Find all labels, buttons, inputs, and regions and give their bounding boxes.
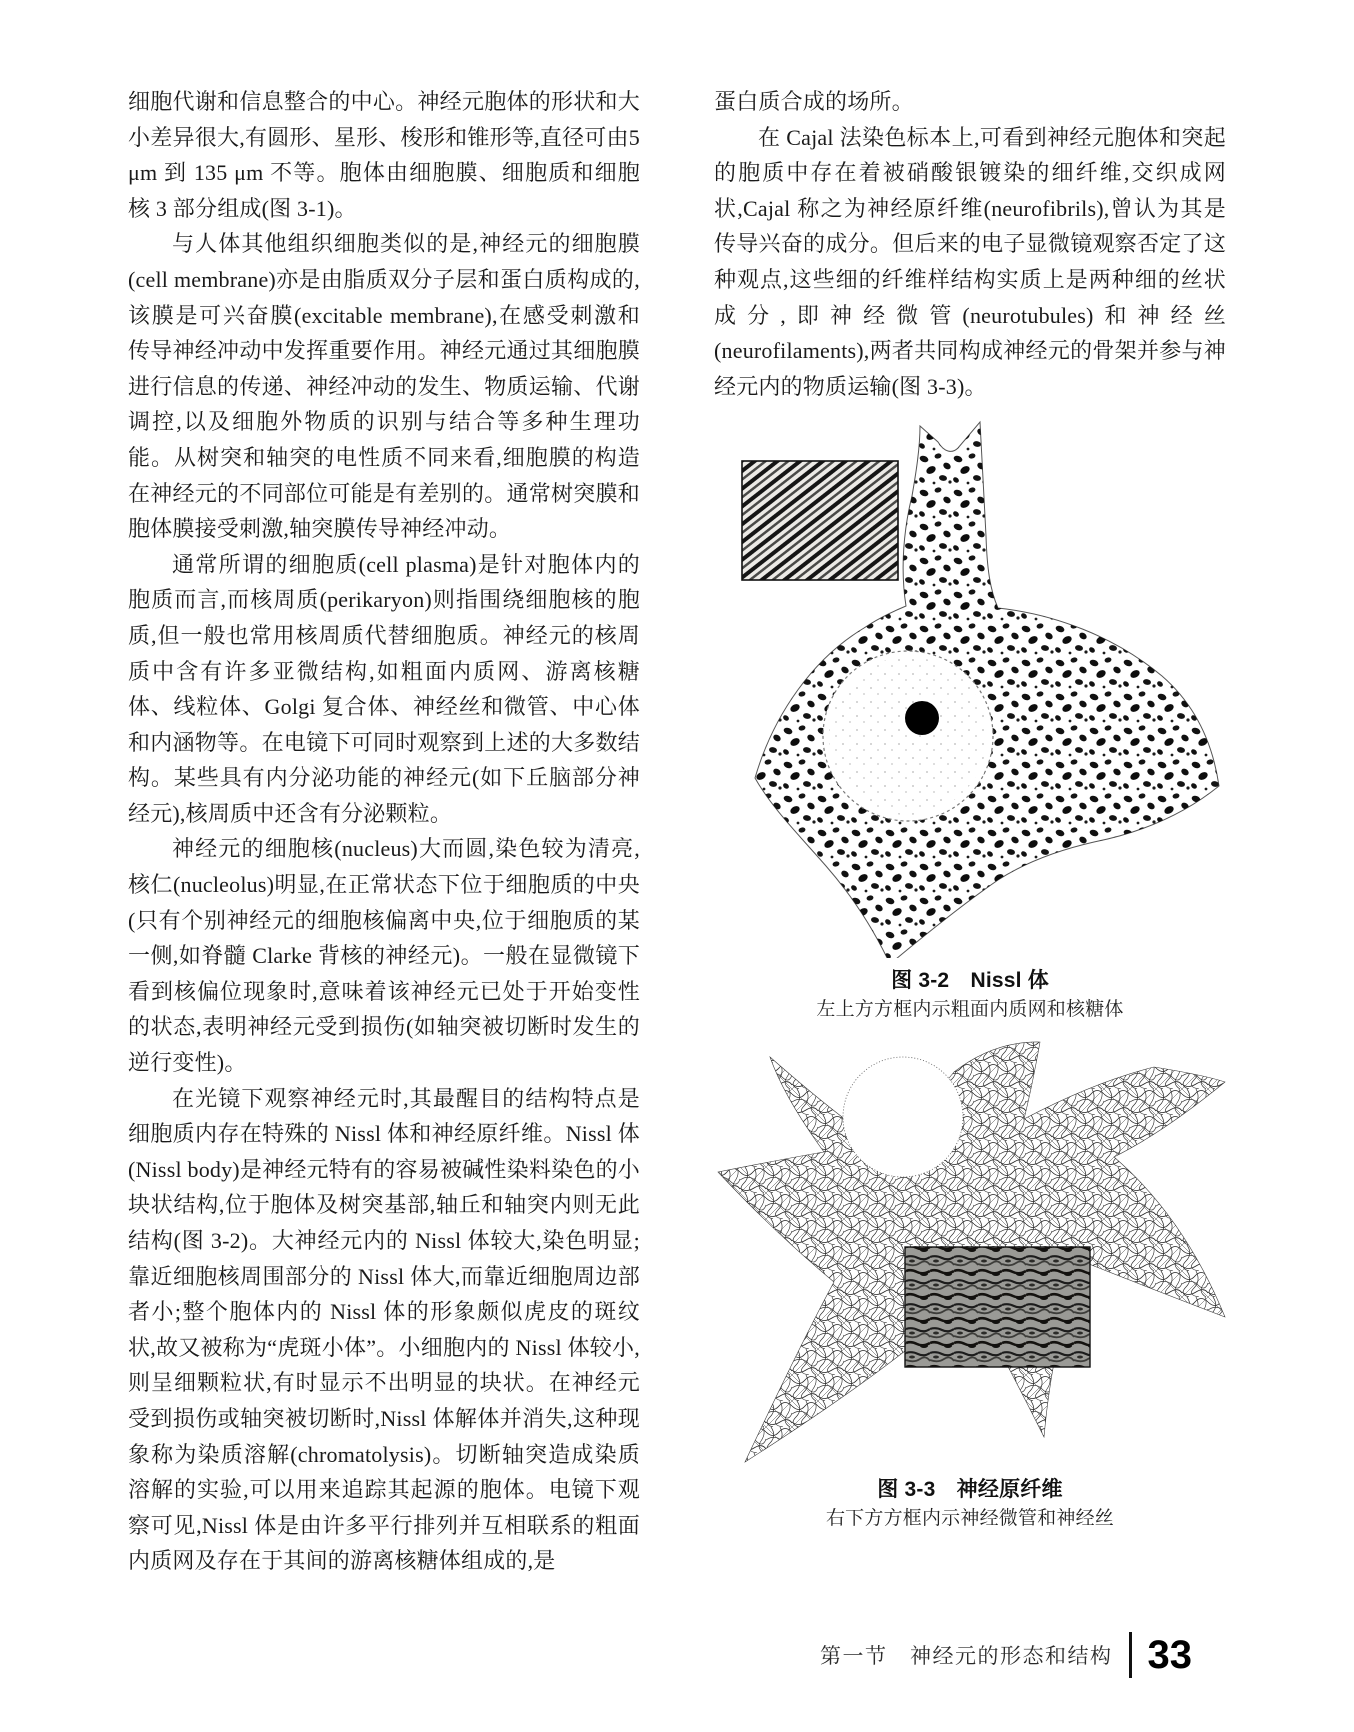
page-number: 33: [1147, 1633, 1192, 1677]
neurofibril-figure-image: [714, 1037, 1226, 1467]
figure-3-2-note: 左上方方框内示粗面内质网和核糖体: [816, 999, 1124, 1021]
paragraph: 与人体其他组织细胞类似的是,神经元的细胞膜(cell membrane)亦是由脂质双分子层和蛋白质构成的,该膜是可兴奋膜(excitable membrane),在感受刺激和传导神经冲动中发挥重要作用。神经元通过其细胞膜进行信息的传递、神经冲动的发生、物质运输、代谢调控,以及细胞外物质的识别与结合等多种生理功能。从树突和轴突的电性质不同来看,细胞膜的构造在神经元的不同部位可能是有差别的。通常树突膜和胞体膜接受刺激,轴突膜传导神经冲动。: [128, 231, 640, 542]
nissl-body-figure-image: [714, 418, 1226, 958]
right-column: [714, 84, 1226, 1532]
figure-3-3-caption: 图 3-3 神经原纤维: [877, 1478, 1063, 1502]
nucleolus: [905, 701, 939, 735]
figure-3-3-note: 右下方方框内示神经微管和神经丝: [825, 1508, 1114, 1530]
paragraph: 在 Cajal 法染色标本上,可看到神经元胞体和突起的胞质中存在着被硝酸银镀染的细纤维,交织成网状,Cajal 称之为神经原纤维(neurofibrils),曾认为其是传导兴奋的成分。但后来的电子显微镜观察否定了这种观点,这些细的纤维样结构实质上是两种细的丝状成分,即神经微管(neurotubules)和神经丝(neurofilaments),两者共同构成神经元的骨架并参与神经元内的物质运输(图 3-3)。: [714, 124, 1226, 399]
paragraph: 蛋白质合成的场所。: [714, 89, 914, 114]
paragraph: 细胞代谢和信息整合的中心。神经元胞体的形状和大小差异很大,有圆形、星形、梭形和锥形等,直径可由5 μm 到 135 μm 不等。胞体由细胞膜、细胞质和细胞核 3 部分组成(图 3-1)。: [128, 89, 640, 221]
left-column: [128, 84, 640, 1579]
paragraph: 神经元的细胞核(nucleus)大而圆,染色较为清亮,核仁(nucleolus)明显,在正常状态下位于细胞质的中央(只有个别神经元的细胞核偏离中央,位于细胞质的某一侧,如脊髓 Clarke 背核的神经元)。一般在显微镜下看到核偏位现象时,意味着该神经元已处于开始变性的状态,表明神经元受到损伤(如轴突被切断时发生的逆行变性)。: [128, 836, 640, 1076]
paragraph: 在光镜下观察神经元时,其最醒目的结构特点是细胞质内存在特殊的 Nissl 体和神经原纤维。Nissl 体(Nissl body)是神经元特有的容易被碱性染料染色的小块状结构,位于胞体及树突基部,轴丘和轴突内则无此结构(图 3-2)。大神经元内的 Nissl 体较大,染色明显;靠近细胞核周围部分的 Nissl 体大,而靠近细胞周边部者小;整个胞体内的 Nissl 体的形象颇似虎皮的斑纹状,故又被称为“虎斑小体”。小细胞内的 Nissl 体较小,则呈细颗粒状,有时显示不出明显的块状。在神经元受到损伤或轴突被切断时,Nissl 体解体并消失,这种现象称为染质溶解(chromatolysis)。切断轴突造成染质溶解的实验,可以用来追踪其起源的胞体。电镜下观察可见,Nissl 体是由许多平行排列并互相联系的粗面内质网及存在于其间的游离核糖体组成的,是: [128, 1085, 640, 1574]
neuron-nucleus: [823, 651, 993, 821]
paragraph: 通常所谓的细胞质(cell plasma)是针对胞体内的胞质而言,而核周质(perikaryon)则指围绕细胞核的胞质,但一般也常用核周质代替细胞质。神经元的核周质中含有许多亚微结构,如粗面内质网、游离核糖体、线粒体、Golgi 复合体、神经丝和微管、中心体和内涵物等。在电镜下可同时观察到上述的大多数结构。某些具有内分泌功能的神经元(如下丘脑部分神经元),核周质中还含有分泌颗粒。: [128, 551, 640, 826]
rough-er-inset-box: [742, 461, 898, 580]
figure-3-2-caption: 图 3-2 Nissl 体: [891, 969, 1049, 993]
page-footer: [0, 1632, 1354, 1692]
footer-divider: [1129, 1632, 1132, 1678]
mesh-hole: [843, 1057, 963, 1177]
footer-inner: [820, 1632, 1192, 1678]
footer-section-title: 第一节 神经元的形态和结构: [820, 1645, 1113, 1668]
figure-3-3: [714, 1037, 1226, 1532]
figure-3-2: [714, 418, 1226, 1023]
microtubule-inset-box: [905, 1247, 1090, 1367]
